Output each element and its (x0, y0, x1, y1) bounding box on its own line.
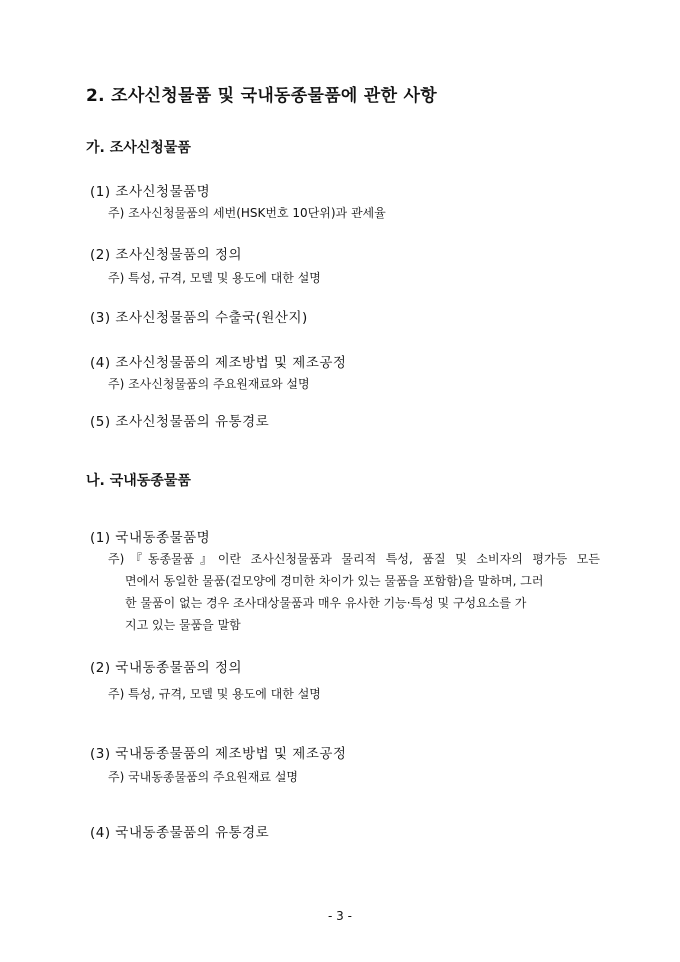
part-a-item-2-note: 주) 특성, 규격, 모델 및 용도에 대한 설명 (108, 271, 321, 285)
part-a-item-2-label: (2) 조사신청물품의 정의 (90, 247, 243, 263)
part-a-item-4-label: (4) 조사신청물품의 제조방법 및 제조공정 (90, 355, 347, 371)
part-a-item-1-note: 주) 조사신청물품의 세번(HSK번호 10단위)과 관세율 (108, 206, 386, 220)
part-b-item-1-label: (1) 국내동종물품명 (90, 530, 211, 546)
part-a-item-1-label: (1) 조사신청물품명 (90, 184, 211, 200)
part-b-item-2-note: 주) 특성, 규격, 모델 및 용도에 대한 설명 (108, 687, 321, 701)
note-line: 지고 있는 물품을 말함 (125, 618, 241, 632)
part-a-item-4-note: 주) 조사신청물품의 주요원재료와 설명 (108, 377, 310, 391)
note-line: 한 물품이 없는 경우 조사대상물품과 매우 유사한 기능·특성 및 구성요소를 가 (125, 596, 527, 610)
part-a-item-3-label: (3) 조사신청물품의 수출국(원산지) (90, 310, 308, 326)
part-b-item-3-note: 주) 국내동종물품의 주요원재료 설명 (108, 770, 299, 784)
part-b-item-1-note (108, 548, 600, 636)
part-b-item-2-label: (2) 국내동종물품의 정의 (90, 660, 243, 676)
note-line: 면에서 동일한 물품(겉모양에 경미한 차이가 있는 물품을 포함함)을 말하며, 그러 (125, 574, 544, 588)
part-b-item-3-label: (3) 국내동종물품의 제조방법 및 제조공정 (90, 746, 347, 762)
part-b-item-4-label: (4) 국내동종물품의 유통경로 (90, 825, 270, 841)
part-a-heading: 가. 조사신청물품 (86, 140, 191, 156)
note-line: 주)『동종물품』이란 조사신청물품과 물리적 특성, 품질 및 소비자의 평가등 모든 (108, 552, 600, 566)
section-title: 2. 조사신청물품 및 국내동종물품에 관한 사항 (86, 86, 437, 106)
part-a-item-5-label: (5) 조사신청물품의 유통경로 (90, 414, 270, 430)
part-b-heading: 나. 국내동종물품 (86, 473, 191, 489)
page-number: - 3 - (328, 909, 352, 923)
